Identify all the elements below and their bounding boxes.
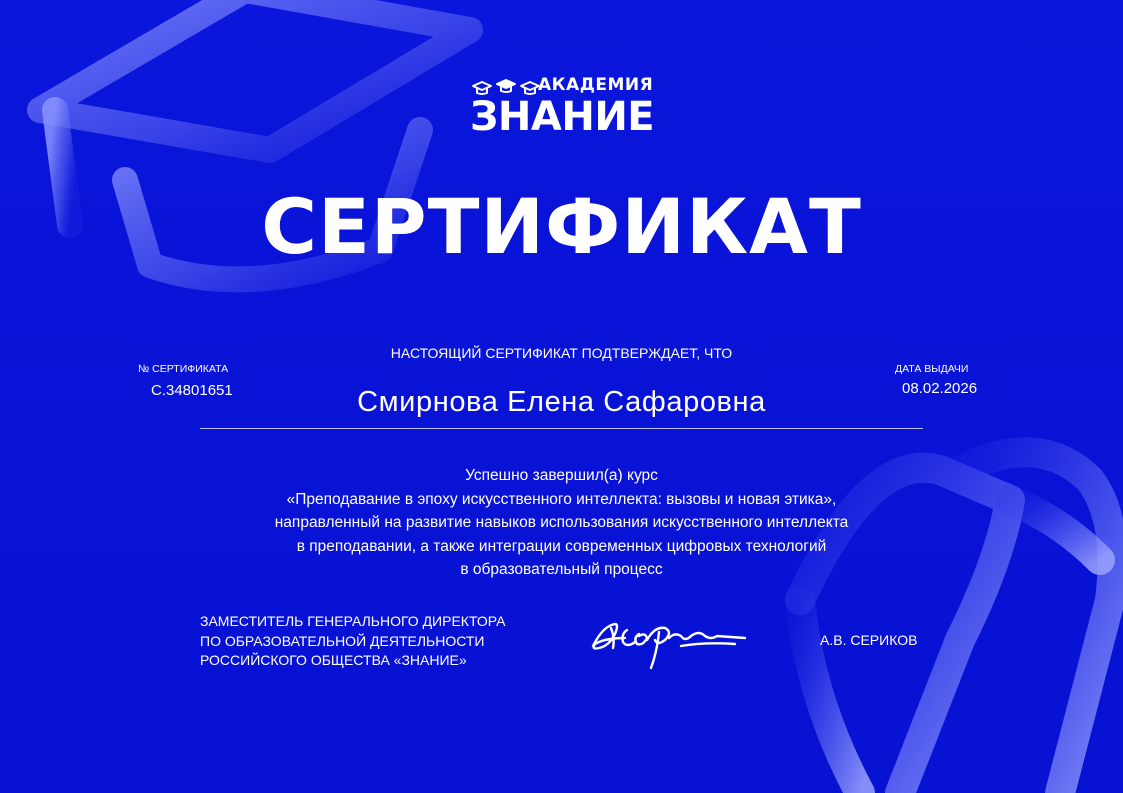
certificate-number-label: № СЕРТИФИКАТА [138,363,229,375]
certificate-intro: НАСТОЯЩИЙ СЕРТИФИКАТ ПОДТВЕРЖДАЕТ, ЧТО [390,345,733,361]
signatory-title-line: ЗАМЕСТИТЕЛЬ ГЕНЕРАЛЬНОГО ДИРЕКТОРА [200,613,506,629]
issue-date-value: 08.02.2026 [902,380,978,397]
name-underline [200,428,923,429]
course-line: направленный на развитие навыков использования искусственного интеллекта [274,514,849,531]
course-description [0,464,1123,582]
graduation-cap-icon [473,82,491,94]
course-line: Успешно завершил(а) курс [465,467,658,484]
certificate-title: СЕРТИФИКАТ [261,182,862,271]
academy-logo [470,72,660,142]
logo-top-text: АКАДЕМИЯ [538,75,654,95]
signatory-title [200,612,506,671]
signatory-title-line: ПО ОБРАЗОВАТЕЛЬНОЙ ДЕЯТЕЛЬНОСТИ [200,632,485,649]
course-line: в образовательный процесс [460,561,663,578]
course-line: в преподавании, а также интеграции современных цифровых технологий [296,537,827,555]
signatory-name: А.В. СЕРИКОВ [820,632,918,648]
graduation-cap-icon [497,80,515,92]
certificate-number-value: С.34801651 [151,382,233,399]
handwritten-signature [585,612,755,676]
issue-date-label: ДАТА ВЫДАЧИ [895,363,969,375]
logo-main-text: ЗНАНИЕ [470,94,655,140]
course-line: «Преподавание в эпоху искусственного интеллекта: вызовы и новая этика», [286,490,837,508]
signatory-title-line: РОССИЙСКОГО ОБЩЕСТВА «ЗНАНИЕ» [200,652,467,668]
graduation-cap-icon [521,82,539,94]
recipient-name: Смирнова Елена Сафаровна [357,386,766,418]
